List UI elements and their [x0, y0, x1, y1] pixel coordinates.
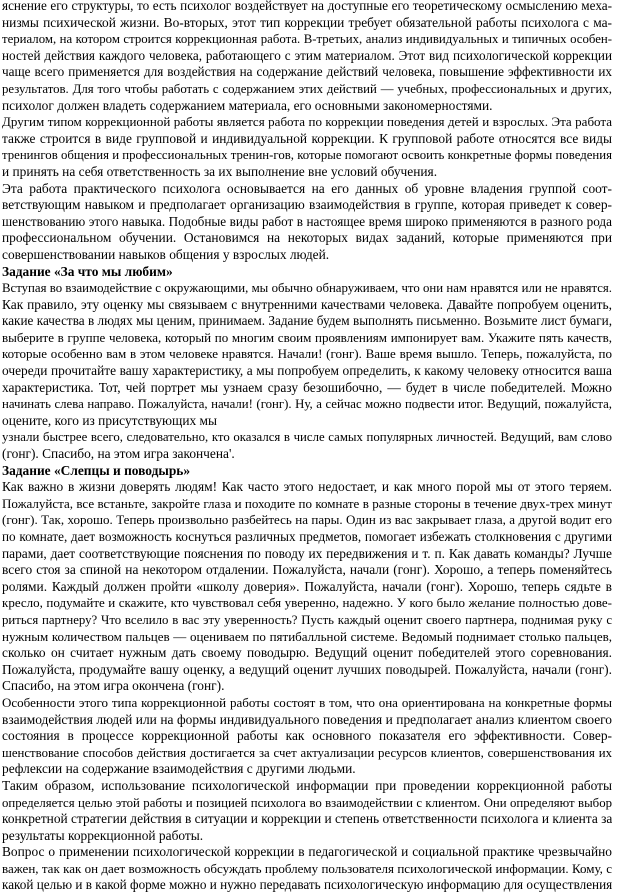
text-line: оцените, кого из присутствующих мы	[2, 412, 218, 428]
text-line: важен, так как он дает возможность обсуждать проблему пользователя психологической информации. Кому, с	[2, 860, 612, 876]
text-line: психолог должен владеть содержанием материала, его основными закономерностями.	[2, 97, 493, 113]
text-line: Таким образом, использование психологической информации при проведении коррекционной работы	[2, 777, 612, 793]
text-line: совершенствовании навыков общения у взрослых людей.	[2, 246, 330, 262]
text-line: Пожалуйста, продумайте вашу оценку, а ведущий оценит лучших поводырей. Пожалуйста, начали (гонг).	[2, 661, 612, 677]
text-line: Эта работа практического психолога основывается на его данных об уровне владения группой соот-	[2, 180, 612, 196]
section-heading: Задание «Слепцы и поводырь»	[2, 462, 191, 478]
text-line: ролями. Каждый должен пройти «школу доверия». Пожалуйста, начали (гонг). Хорошо, теперь сядьте в	[2, 578, 612, 594]
text-line: очереди прочитайте вашу характеристику, а мы попробуем определить, к какому человеку относится ваша	[2, 363, 612, 379]
text-line: результатов. Для того чтобы работать с содержанием этих действий — учебных, профессиональных и других,	[2, 81, 612, 96]
text-line: какой целью и в какой форме можно и нужно передавать психологическую информацию для осуществления	[2, 877, 613, 893]
text-line: Вопрос о применении психологической коррекции в педагогической и социальной практике чрезвычайно	[2, 844, 612, 860]
text-line: Спасибо, на этом игра окончена (гонг).	[2, 678, 225, 694]
section-heading: Задание «За что мы любим»	[2, 263, 173, 279]
text-line: Пожалуйста, все встаньте, закройте глаза и походите по комнате в разные стороны в течение двух-трех минут	[2, 495, 612, 511]
document-page	[2, 0, 612, 894]
text-line: состояния в процессе коррекционной работы как основного показателя его эффективности. Совер-	[2, 728, 612, 744]
text-line: тренингов общения и профессиональных тренин-гов, которые помогают освоить конкретные формы поведения	[2, 148, 612, 163]
text-line: начинать слева направо. Пожалуйста, начали! (гонг). Ну, а сейчас можно подвести итог. Ведущий, пожалуйста,	[2, 397, 612, 412]
text-line: нужным количеством пальцев — оцениваем по пятибалльной системе. Ведомый поднимает столько пальцев,	[2, 628, 612, 644]
text-line: и принять на себя ответственность за их выполнение вне условий обучения.	[2, 163, 438, 179]
text-line: Как правило, эту оценку мы связываем с внутренними качествами человека. Давайте попробуем оценить,	[2, 296, 612, 312]
text-line: по комнате, дает возможность коснуться различных предметов, помогает избежать столкновения с другими	[2, 529, 612, 544]
text-line: выберите в группе человека, который по многим своим проявлениям импонирует вам. Укажите пять качеств,	[2, 329, 612, 345]
text-line: яснение его структуры, то есть психолог воздействует на доступные его теоретическому осмыслению меха-	[2, 0, 612, 13]
text-line: результаты коррекционной работы.	[2, 827, 204, 843]
text-line: всего стоя за спиной на некотором отдалении. Пожалуйста, начали (гонг). Хорошо, а теперь поменяйтесь	[2, 562, 612, 578]
text-line: кресло, подумайте и скажите, кто чувствовал себя уверенно, надежно. У кого было желание полностью дове-	[2, 595, 612, 611]
text-line: (гонг). Так, хорошо. Теперь произвольно разбейтесь на пары. Один из вас закрывает глаза, а другой водит его	[2, 512, 612, 528]
text-line: Вступая во взаимодействие с окружающими, мы обычно обнаруживаем, что они нам нравятся или не нравятся.	[2, 281, 612, 296]
text-line: взаимодействия людей или на формы индивидуального поведения и предполагает анализ клиентом своего	[2, 711, 612, 727]
text-line: также строится в виде групповой и индивидуальной коррекции. К групповой работе относятся все виды	[2, 130, 612, 146]
text-line: териалом, на котором строится коррекционная работа. В-третьих, анализ индивидуальных и типичных особен-	[2, 32, 612, 47]
text-line: риться партнеру? Что вселило в вас эту уверенность? Пусть каждый оценит своего партнера, поднимая руку с	[2, 612, 612, 627]
text-line: низмы психической жизни. Во-вторых, этот тип коррекции требует обязательной работы психолога с ма-	[2, 14, 612, 30]
text-line: парами, дает соответствующие пояснения по поводу их передвижения и т. п. Как давать команды? Лучше	[2, 545, 612, 561]
text-line: шенствование способов действия достигается за счет актуализации ресурсов клиентов, совершенствования их	[2, 745, 612, 760]
text-line: характеристика. Тот, чей портрет мы узнаем сразу безошибочно, — будет в числе победителей. Можно	[2, 379, 612, 395]
text-line: ностей действия каждого человека, работающего с этим материалом. Этот вид психологической коррекции	[2, 47, 612, 63]
text-line: какие качества в людях мы ценим, принимаем. Задание будем выполнять письменно. Возьмите лист бумаги,	[2, 313, 612, 329]
text-line: Особенности этого типа коррекционной работы состоят в том, что она ориентирована на конкретные формы	[2, 694, 612, 710]
text-line: Как важно в жизни доверять людям! Как часто этого недостает, и как много порой мы от этого теряем.	[2, 479, 612, 495]
text-line: рефлексии на содержание взаимодействия с другими людьми.	[2, 761, 356, 777]
text-line: шенствованию этого навыка. Подобные виды работ в настоящее время широко применяются в разного рода	[2, 213, 612, 229]
text-line: которые особенно вам в этом человеке нравятся. Начали! (гонг). Ваше время вышло. Теперь, пожалуйста, по	[2, 346, 612, 362]
text-line: Другим типом коррекционной работы является работа по коррекции поведения детей и взрослых. Эта работа	[2, 114, 612, 130]
text-line: узнали быстрее всего, следовательно, кто оказался в числе самых популярных личностей. Ведущий, вам слово	[2, 430, 612, 445]
text-line: чаще всего применяется для воздействия на содержание действий человека, повышение эффективности их	[2, 64, 612, 80]
text-line: сколько он считает нужным дать своему поводырю. Ведущий оценит победителей этого соревнования.	[2, 645, 612, 661]
text-line: (гонг). Спасибо, на этом игра закончена'.	[2, 446, 235, 462]
text-line: определяется целью этой работы и позицией психолога во взаимодействии с клиентом. Они определяют выбор	[2, 795, 612, 810]
text-line: конкретной стратегии действия в ситуации и коррекции и степень ответственности психолога и клиента за	[2, 811, 612, 827]
text-line: ветствующим навыком и предполагает организацию взаимодействия в группе, которая приведет к совер-	[2, 197, 612, 213]
text-line: профессиональном обучении. Остановимся на некоторых видах заданий, которые применяются при	[2, 230, 612, 246]
